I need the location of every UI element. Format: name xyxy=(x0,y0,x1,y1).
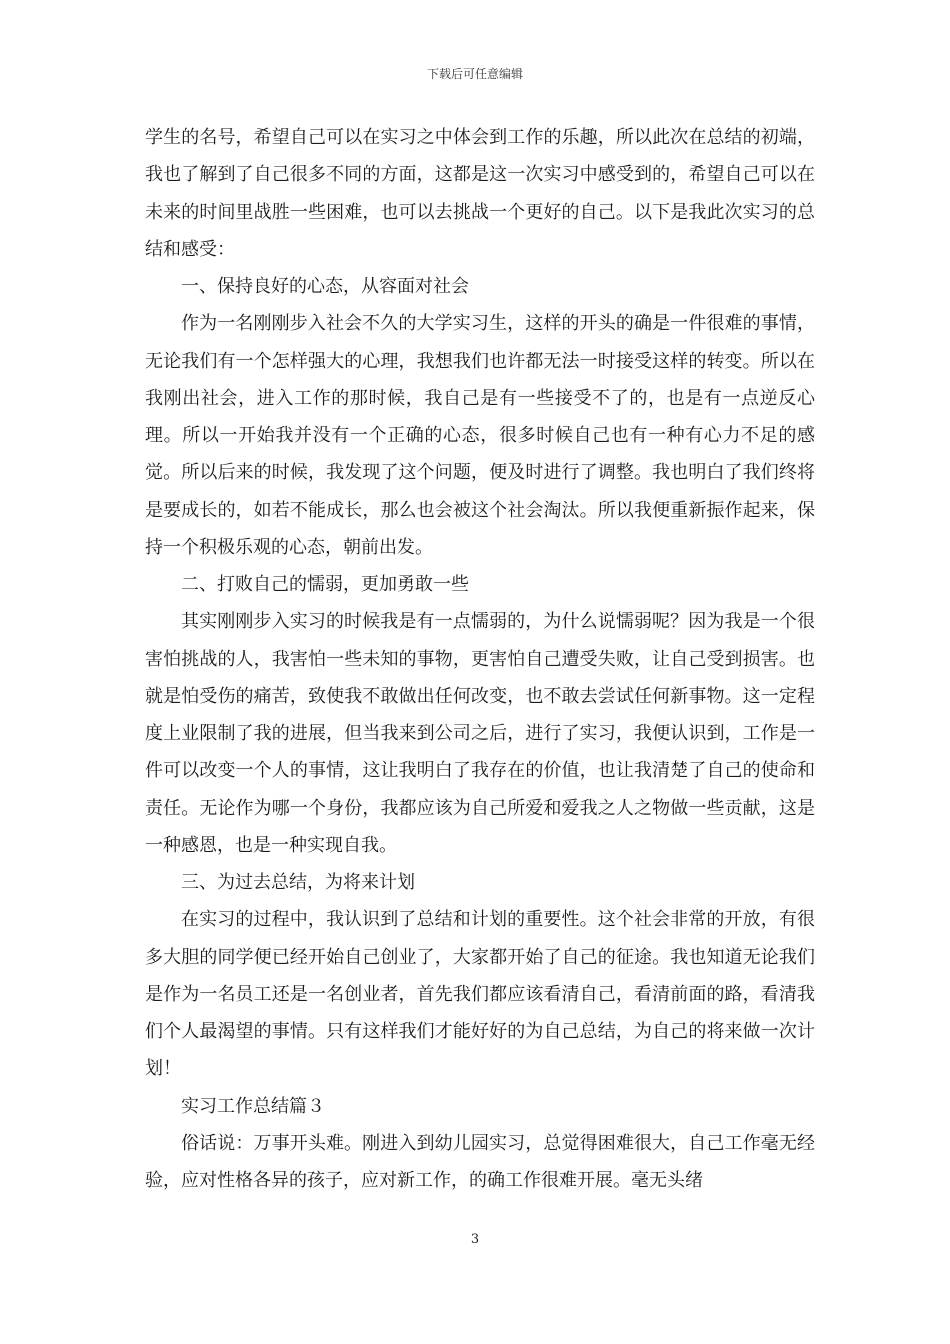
section-heading-2: 二、打败自己的懦弱，更加勇敢一些 xyxy=(181,574,469,595)
document-body xyxy=(145,119,815,1199)
page-header: 下载后可任意编辑 xyxy=(426,67,523,81)
section-heading-3: 三、为过去总结，为将来计划 xyxy=(181,872,415,893)
paragraph-mindset: 作为一名刚刚步入社会不久的大学实习生，这样的开头的确是一件很难的事情，无论我们有一个怎样强大的心理，我想我们也许都无法一时接受这样的转变。所以在我刚出社会，进入工作的那时候，我自己是有一些接受不了的，也是有一点逆反心理。所以一开始我并没有一个正确的心态，很多时候自己也有一种有心力不足的感觉。所以后来的时候，我发现了这个问题，便及时进行了调整。我也明白了我们终将是要成长的，如若不能成长，那么也会被这个社会淘汰。所以我便重新振作起来，保持一个积极乐观的心态，朝前出发。 xyxy=(145,313,815,558)
paragraph-continuation: 学生的名号，希望自己可以在实习之中体会到工作的乐趣，所以此次在总结的初端，我也了解到了自己很多不同的方面，这都是这一次实习中感受到的，希望自己可以在未来的时间里战胜一些困难，也可以去挑战一个更好的自己。以下是我此次实习的总结和感受： xyxy=(145,127,815,260)
article-title: 实习工作总结篇３ xyxy=(181,1095,325,1117)
paragraph-kindergarten: 俗话说：万事开头难。刚进入到幼儿园实习，总觉得困难很大，自己工作毫无经验，应对性格各异的孩子，应对新工作，的确工作很难开展。毫无头绪 xyxy=(145,1132,815,1191)
section-heading-1: 一、保持良好的心态，从容面对社会 xyxy=(181,276,469,297)
paragraph-courage: 其实刚刚步入实习的时候我是有一点懦弱的，为什么说懦弱呢？因为我是一个很害怕挑战的人，我害怕一些未知的事物，更害怕自己遭受失败，让自己受到损害。也就是怕受伤的痛苦，致使我不敢做出任何改变，也不敢去尝试任何新事物。这一定程度上业限制了我的进展，但当我来到公司之后，进行了实习，我便认识到，工作是一件可以改变一个人的事情，这让我明白了我存在的价值，也让我清楚了自己的使命和责任。无论作为哪一个身份，我都应该为自己所爱和爱我之人之物做一些贡献，这是一种感恩，也是一种实现自我。 xyxy=(145,611,815,856)
paragraph-planning: 在实习的过程中，我认识到了总结和计划的重要性。这个社会非常的开放，有很多大胆的同学便已经开始自己创业了，大家都开始了自己的征途。我也知道无论我们是作为一名员工还是一名创业者，首先我们都应该看清自己，看清前面的路，看清我们个人最渴望的事情。只有这样我们才能好好的为自己总结，为自己的将来做一次计划！ xyxy=(145,909,815,1080)
page-number: 3 xyxy=(470,1232,480,1247)
